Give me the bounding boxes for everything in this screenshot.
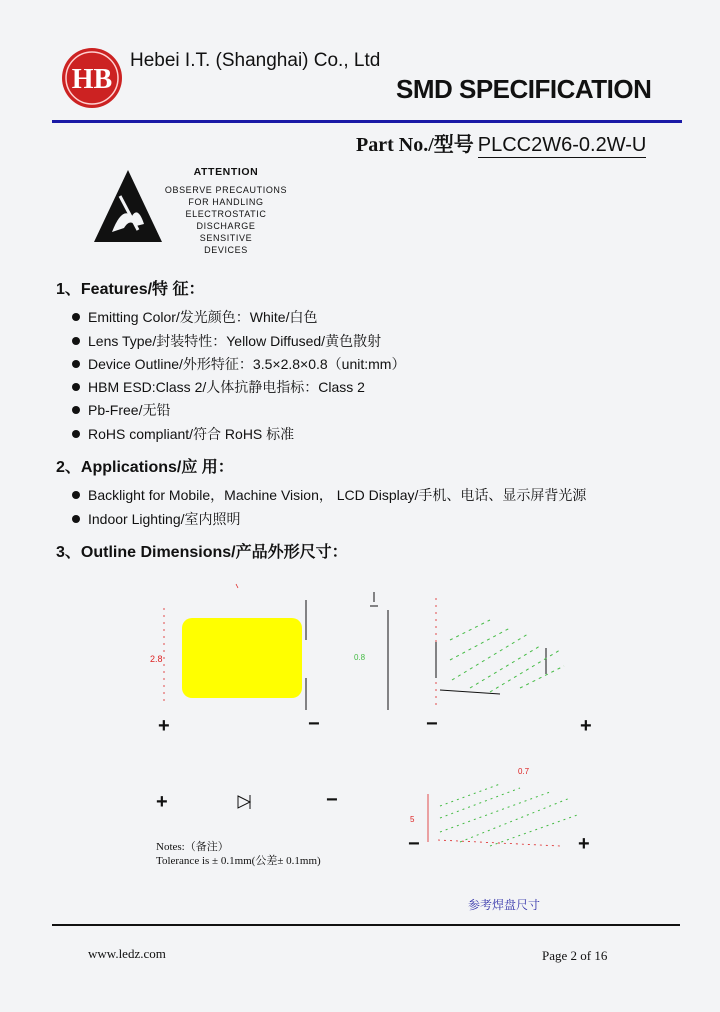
outline-heading: 3、Outline Dimensions/产品外形尺寸： [56, 544, 348, 561]
top-view-drawing [150, 584, 306, 710]
attention-line: DISCHARGE [196, 221, 256, 231]
tolerance-notes [156, 840, 321, 868]
attention-line: DEVICES [204, 245, 248, 255]
part-number [356, 128, 646, 157]
feature-item: Pb-Free/无铅 [72, 400, 170, 420]
feature-item: Device Outline/外形特征：3.5×2.8×0.8（unit:mm） [72, 354, 405, 374]
svg-text:5: 5 [410, 815, 415, 824]
led-lens-yellow [182, 618, 302, 698]
notes-label: Notes:（备注） [156, 841, 229, 853]
application-item: Indoor Lighting/室内照明 [72, 509, 241, 529]
cathode-sign: − [426, 713, 438, 735]
page-number: Page 2 of 16 [542, 948, 608, 963]
attention-line: FOR HANDLING [188, 197, 264, 207]
attention-notice [164, 166, 288, 256]
attention-title: ATTENTION [193, 166, 259, 178]
svg-text:2.8: 2.8 [150, 654, 163, 664]
side-view-drawing [354, 592, 388, 710]
part-number-label: Part No./型号 [356, 134, 474, 156]
cathode-sign: − [408, 833, 420, 850]
logo-text: HB [71, 64, 113, 95]
anode-sign: + [580, 715, 592, 737]
cathode-sign: − [326, 789, 338, 811]
document-title: SMD SPECIFICATION [396, 74, 652, 104]
pad-layout-drawing [410, 767, 580, 846]
outline-dimension-drawings [140, 570, 620, 850]
company-name: Hebei I.T. (Shanghai) Co., Ltd [130, 50, 381, 71]
application-item: Backlight for Mobile，Machine Vision， LCD Display/手机、电话、显示屏背光源 [72, 485, 586, 505]
svg-text:0.7: 0.7 [518, 767, 530, 776]
anode-sign: + [578, 833, 590, 850]
anode-sign: + [158, 715, 170, 737]
bottom-view-drawing [436, 598, 564, 710]
feature-item: Lens Type/封装特性：Yellow Diffused/黄色散射 [72, 331, 381, 351]
feature-item: HBM ESD:Class 2/人体抗静电指标：Class 2 [72, 377, 365, 397]
pad-layout-caption: 参考焊盘尺寸 [468, 898, 541, 912]
features-heading: 1、Features/特 征： [56, 281, 205, 298]
header-divider [52, 120, 682, 123]
part-number-value: PLCC2W6-0.2W-U [477, 134, 647, 156]
esd-warning-icon [92, 166, 164, 246]
footer-divider [52, 924, 680, 926]
website-link[interactable]: www.ledz.com [88, 946, 166, 961]
anode-sign: + [156, 791, 168, 813]
attention-line: OBSERVE PRECAUTIONS [164, 185, 288, 195]
feature-item: Emitting Color/发光颜色：White/白色 [72, 307, 317, 327]
company-logo [60, 46, 124, 110]
feature-item: RoHS compliant/符合 RoHS 标准 [72, 424, 294, 444]
diode-symbol [238, 795, 250, 809]
attention-line: ELECTROSTATIC [185, 209, 267, 219]
svg-text:0.8: 0.8 [354, 653, 366, 662]
attention-line: SENSITIVE [199, 233, 253, 243]
applications-heading: 2、Applications/应 用： [56, 459, 234, 476]
tolerance-text: Tolerance is ± 0.1mm(公差± 0.1mm) [156, 855, 321, 867]
cathode-sign: − [308, 713, 320, 735]
